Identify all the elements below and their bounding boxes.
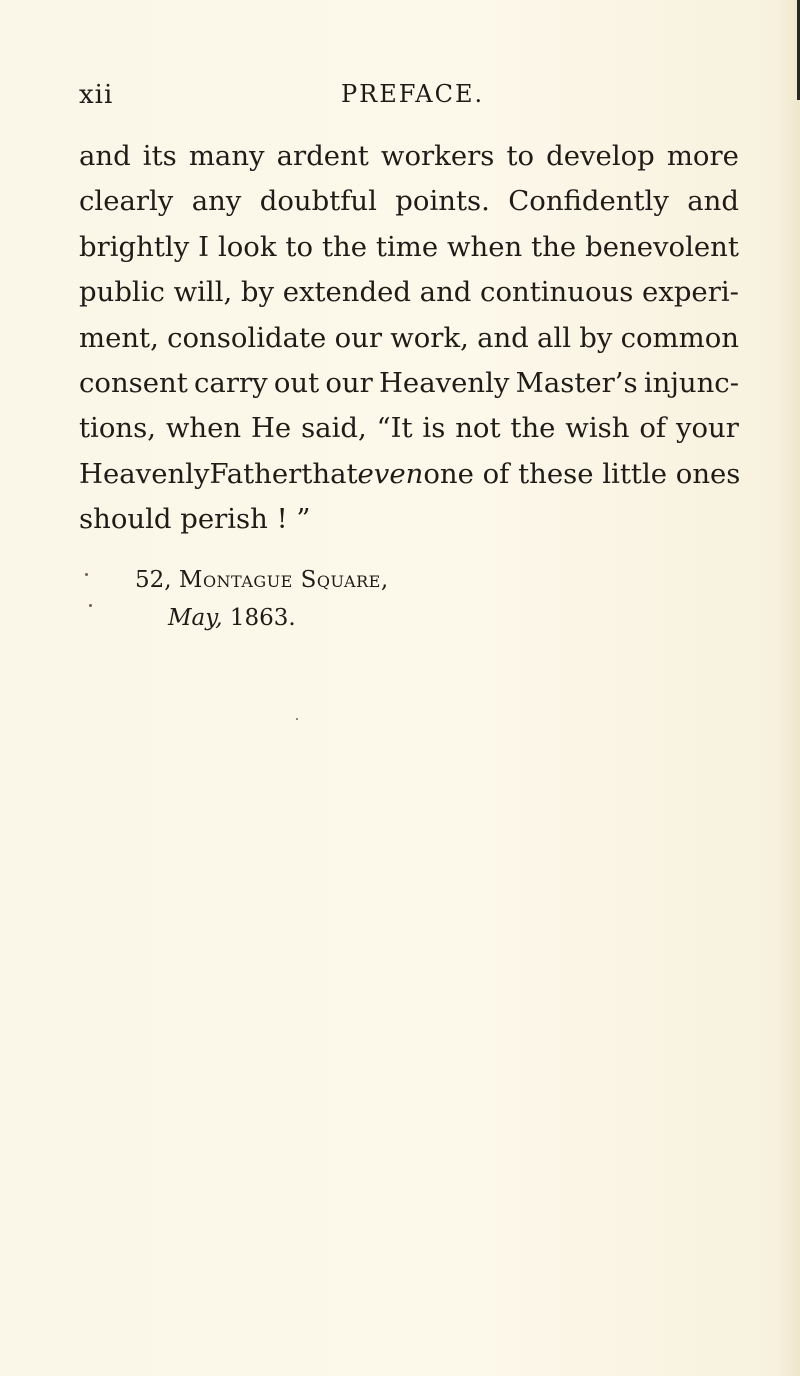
text-line: clearly any doubtful points. Confidently and [79,185,739,218]
text-line: and its many ardent workers to develop more [79,140,739,172]
page-number: xii [79,80,114,110]
signature-address: 52, Montague Square, [135,567,389,593]
signature-block [135,561,389,637]
text-line: brightly I look to the time when the benevolent [79,230,739,263]
text-line: public will, by extended and continuous experi- [79,276,739,309]
running-title: PREFACE. [341,80,485,108]
paper-speck [89,604,92,607]
preface-paragraph [79,134,739,543]
text-line: Heavenly Father that even one of these little ones [79,452,739,497]
date-month: May, [168,605,223,631]
text-line: consent carry out our Heavenly Master’s injunc- [79,366,739,399]
signature-date [135,599,389,637]
text-line: tions, when He said, “It is not the wish of your [79,412,739,445]
emphasized-word: even [357,457,424,490]
text-line: ment, consolidate our work, and all by common [79,321,739,354]
date-year: 1863. [229,605,296,631]
page-header [0,80,800,114]
paper-speck [296,718,298,720]
paper-speck [85,573,88,576]
street-name: Montague Square, [178,567,389,593]
text-line: should perish ! ” [79,503,311,536]
